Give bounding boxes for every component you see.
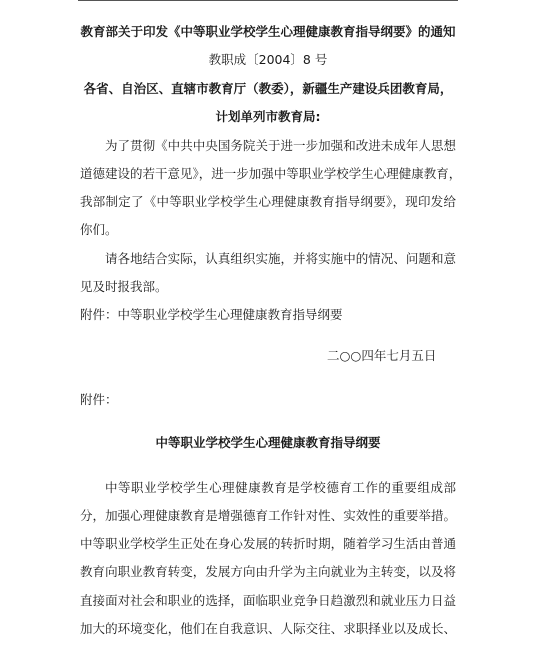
recipients-line-2: 计划单列市教育局: [215, 109, 321, 124]
annex-paragraph-line-6: 加大的环境变化，他们在自我意识、人际交往、求职择业以及成长、 [80, 621, 456, 636]
annex-paragraph-line-5: 直接面对社会和职业的选择，面临职业竞争日趋激烈和就业压力日益 [80, 593, 456, 608]
notice-paragraph-1-line-4: 你们。 [80, 222, 118, 237]
notice-date: 二○○四年七月五日 [327, 348, 437, 363]
notice-paragraph-1-line-2: 道德建设的若干意见》，进一步加强中等职业学校学生心理健康教育， [80, 166, 462, 181]
notice-paragraph-1-line-3: 我部制定了《中等职业学校学生心理健康教育指导纲要》，现印发给 [80, 194, 456, 209]
annex-paragraph-line-2: 分，加强心理健康教育是增强德育工作针对性、实效性的重要举措。 [80, 508, 456, 523]
annex-paragraph-line-3: 中等职业学校学生正处在身心发展的转折时期，随着学习生活由普通 [80, 536, 456, 551]
annex-title: 中等职业学校学生心理健康教育指导纲要 [155, 435, 381, 450]
notice-paragraph-1-line-1: 为了贯彻《中共中央国务院关于进一步加强和改进未成年人思想 [105, 138, 456, 153]
attachment-note: 附件：中等职业学校学生心理健康教育指导纲要 [80, 307, 343, 322]
notice-title: 教育部关于印发《中等职业学校学生心理健康教育指导纲要》的通知 [80, 24, 456, 39]
notice-paragraph-2-line-2: 见及时报我部。 [80, 279, 168, 294]
recipients-line-1: 各省、自治区、直辖市教育厅（教委），新疆生产建设兵团教育局， [83, 81, 453, 96]
doc-number: 教职成〔2004〕8 号 [208, 52, 328, 67]
annex-label: 附件： [80, 392, 118, 407]
annex-paragraph-line-1: 中等职业学校学生心理健康教育是学校德育工作的重要组成部 [105, 480, 456, 495]
top-divider [78, 0, 458, 1]
annex-paragraph-line-4: 教育向职业教育转变，发展方向由升学为主向就业为主转变，以及将 [80, 564, 456, 579]
notice-paragraph-2-line-1: 请各地结合实际，认真组织实施，并将实施中的情况、问题和意 [105, 251, 456, 266]
